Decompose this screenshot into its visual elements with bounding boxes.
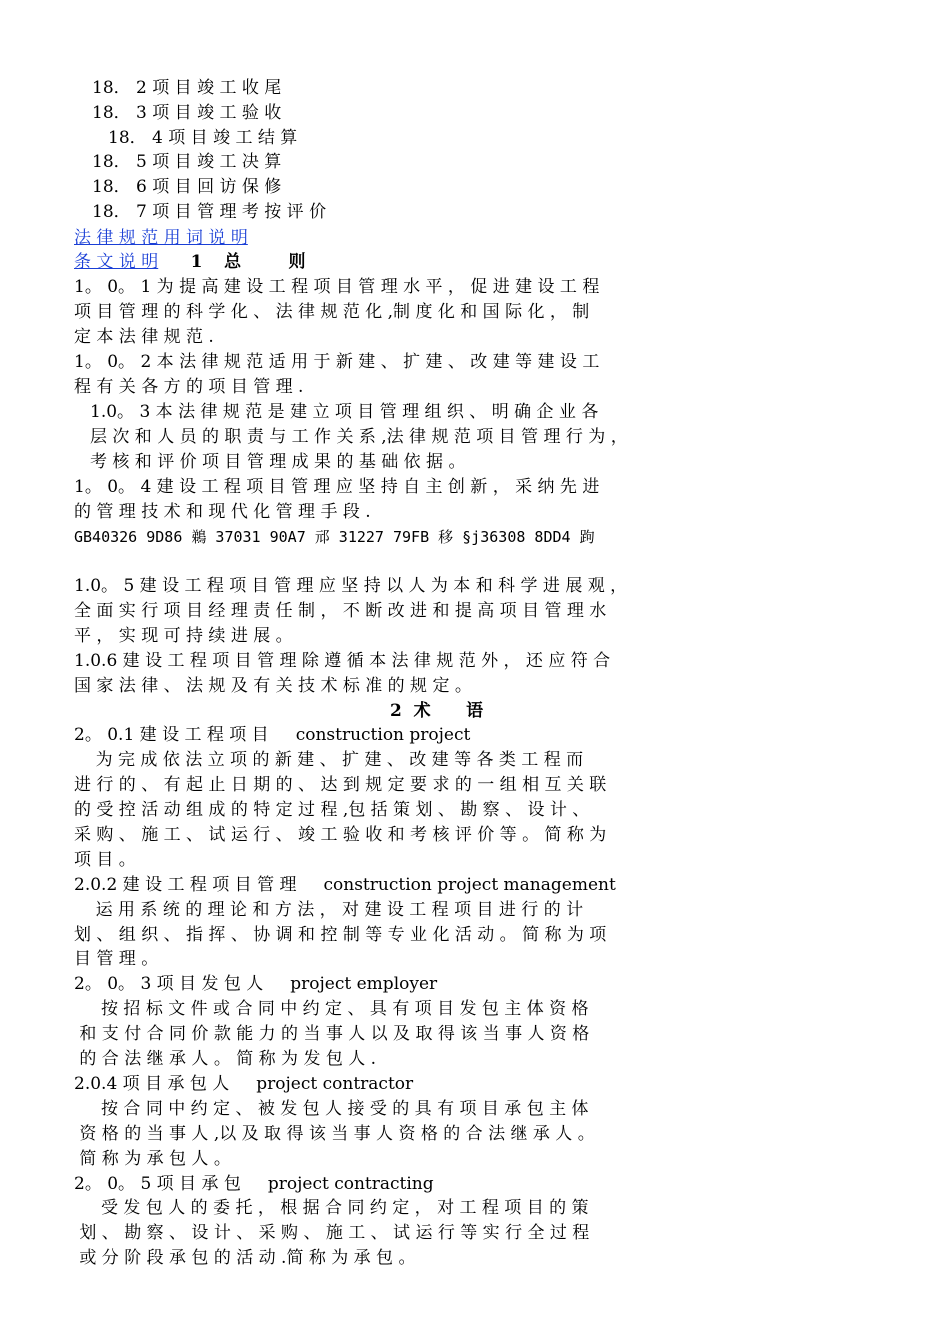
- paragraph-line: 按 招 标 文 件 或 合 同 中 约 定 、 具 有 项 目 发 包 主 体 资 格: [74, 999, 589, 1019]
- paragraph-line: 为 完 成 依 法 立 项 的 新 建 、 扩 建 、 改 建 等 各 类 工 程 而: [74, 750, 584, 770]
- paragraph-line: 采 购 、 施 工 、 试 运 行 、 竣 工 验 收 和 考 核 评 价 等 。 简 称 为: [74, 825, 607, 845]
- chapter-2-heading: 2 术 语: [390, 701, 484, 721]
- paragraph-line: 按 合 同 中 约 定 、 被 发 包 人 接 受 的 具 有 项 目 承 包 主 体: [74, 1099, 589, 1119]
- paragraph-line: 项 目 。: [74, 850, 136, 870]
- notes-and-heading-line: [74, 250, 305, 274]
- paragraph-line: 1.0.6 建 设 工 程 项 目 管 理 除 遵 循 本 法 律 规 范 外 ， 还 应 符 合: [74, 651, 611, 671]
- paragraph-line: 1.0。 3 本 法 律 规 范 是 建 立 项 目 管 理 组 织 、 明 确 企 业 各: [90, 402, 599, 422]
- code-line: GB40326 9D86 鵜 37031 90A7 邧 31227 79FB 移 §j36308 8DD4 跔: [74, 528, 595, 546]
- paragraph-line: 2.0.2 建 设 工 程 项 目 管 理 construction project management: [74, 875, 616, 895]
- paragraph-line: 划 、 组 织 、 指 挥 、 协 调 和 控 制 等 专 业 化 活 动 。 简 称 为 项: [74, 925, 607, 945]
- paragraph-line: 的 受 控 活 动 组 成 的 特 定 过 程 ,包 括 策 划 、 勘 察 、 设 计 、: [74, 800, 590, 820]
- paragraph-line: 运 用 系 统 的 理 论 和 方 法 ， 对 建 设 工 程 项 目 进 行 的 计: [74, 900, 584, 920]
- paragraph-line: 的 管 理 技 术 和 现 代 化 管 理 手 段 .: [74, 502, 371, 522]
- paragraph-line: 或 分 阶 段 承 包 的 活 动 .简 称 为 承 包 。: [74, 1248, 416, 1268]
- paragraph-line: 1。 0。 1 为 提 高 建 设 工 程 项 目 管 理 水 平 ， 促 进 建 设 工 程: [74, 277, 600, 297]
- paragraph-line: 简 称 为 承 包 人 。: [74, 1149, 231, 1169]
- toc-item[interactable]: 18． 2 项 目 竣 工 收 尾: [92, 78, 282, 98]
- toc-item[interactable]: 18． 7 项 目 管 理 考 按 评 价: [92, 202, 327, 222]
- paragraph-line: 目 管 理 。: [74, 949, 159, 969]
- chapter-1-number: 1: [190, 252, 203, 272]
- link-clause-notes[interactable]: 条 文 说 明: [74, 252, 159, 272]
- paragraph-line: 受 发 包 人 的 委 托 ， 根 据 合 同 约 定 ， 对 工 程 项 目 的 策: [74, 1198, 589, 1218]
- paragraph-line: 1。 0。 2 本 法 律 规 范 适 用 于 新 建 、 扩 建 、 改 建 等 建 设 工: [74, 352, 600, 372]
- paragraph-line: 考 核 和 评 价 项 目 管 理 成 果 的 基 础 依 据 。: [90, 452, 466, 472]
- paragraph-line: 划 、 勘 察 、 设 计 、 采 购 、 施 工 、 试 运 行 等 实 行 全 过 程: [74, 1223, 590, 1243]
- chapter-1-title: 总 则: [224, 252, 306, 272]
- paragraph-line: 全 面 实 行 项 目 经 理 责 任 制 ， 不 断 改 进 和 提 高 项 目 管 理 水: [74, 601, 607, 621]
- paragraph-line: 2。 0。 3 项 目 发 包 人 project employer: [74, 974, 438, 994]
- paragraph-line: 2.0.4 项 目 承 包 人 project contractor: [74, 1074, 414, 1094]
- paragraph-line: 2。 0.1 建 设 工 程 项 目 construction project: [74, 725, 471, 745]
- paragraph-line: 平 ， 实 现 可 持 续 进 展 。: [74, 626, 293, 646]
- paragraph-line: 1.0。 5 建 设 工 程 项 目 管 理 应 坚 持 以 人 为 本 和 科 学 进 展 观 ，: [74, 576, 628, 596]
- paragraph-line: 进 行 的 、 有 起 止 日 期 的 、 达 到 规 定 要 求 的 一 组 相 互 关 联: [74, 775, 607, 795]
- toc-item[interactable]: 18． 6 项 目 回 访 保 修: [92, 177, 282, 197]
- paragraph-line: 和 支 付 合 同 价 款 能 力 的 当 事 人 以 及 取 得 该 当 事 人 资 格: [74, 1024, 590, 1044]
- paragraph-line: 2。 0。 5 项 目 承 包 project contracting: [74, 1174, 434, 1194]
- paragraph-line: 的 合 法 继 承 人 。 简 称 为 发 包 人 .: [74, 1049, 377, 1069]
- paragraph-line: 资 格 的 当 事 人 ,以 及 取 得 该 当 事 人 资 格 的 合 法 继 承 人 。: [74, 1124, 595, 1144]
- paragraph-line: 1。 0。 4 建 设 工 程 项 目 管 理 应 坚 持 自 主 创 新 ， 采 纳 先 进: [74, 477, 600, 497]
- paragraph-line: 程 有 关 各 方 的 项 目 管 理 .: [74, 377, 304, 397]
- toc-item[interactable]: 18． 4 项 目 竣 工 结 算: [108, 128, 298, 148]
- paragraph-line: 国 家 法 律 、 法 规 及 有 关 技 术 标 准 的 规 定 。: [74, 676, 472, 696]
- toc-item[interactable]: 18． 3 项 目 竣 工 验 收: [92, 103, 282, 123]
- paragraph-line: 层 次 和 人 员 的 职 责 与 工 作 关 系 ,法 律 规 范 项 目 管 理 行 为 ，: [90, 427, 628, 447]
- link-terms-usage[interactable]: 法 律 规 范 用 词 说 明: [74, 228, 248, 248]
- paragraph-line: 项 目 管 理 的 科 学 化 、 法 律 规 范 化 ,制 度 化 和 国 际 化 ， 制: [74, 302, 590, 322]
- toc-item[interactable]: 18． 5 项 目 竣 工 决 算: [92, 152, 282, 172]
- paragraph-line: 定 本 法 律 规 范 .: [74, 327, 214, 347]
